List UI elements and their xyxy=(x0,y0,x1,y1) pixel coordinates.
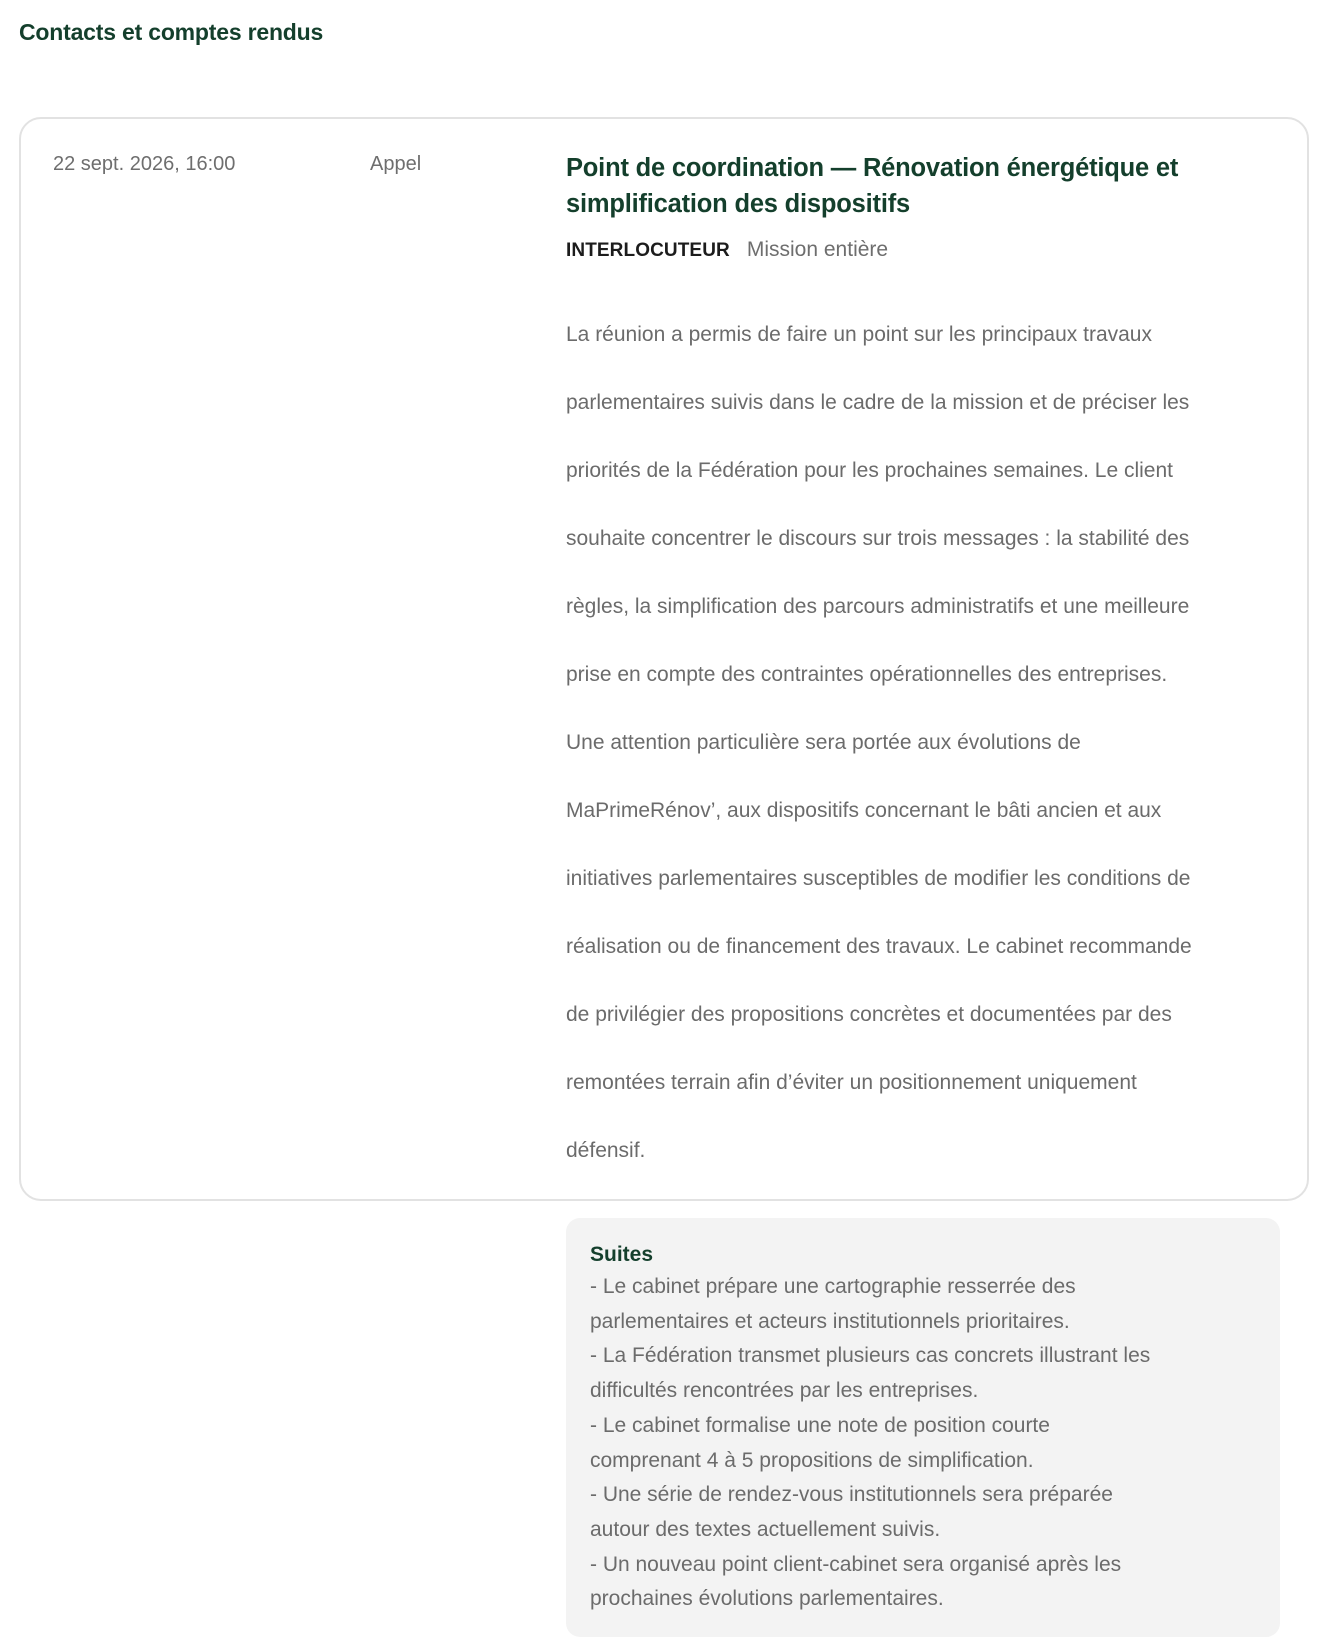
contact-report-card xyxy=(19,117,1309,1611)
followup-line: - Un nouveau point client-cabinet sera organisé après les xyxy=(590,1552,1122,1576)
summary-line: priorités de la Fédération pour les prochaines semaines. Le client xyxy=(566,459,1174,482)
summary-line: défensif. xyxy=(566,1139,646,1162)
followup-line: parlementaires et acteurs institutionnels prioritaires. xyxy=(590,1309,1070,1333)
followup-line: - Le cabinet prépare une cartographie resserrée des xyxy=(590,1275,1076,1298)
entry-summary xyxy=(566,284,1281,1202)
summary-line: de privilégier des propositions concrètes et documentées par des xyxy=(566,1003,1172,1026)
followup-line: autour des textes actuellement suivis. xyxy=(590,1517,941,1541)
interlocutor-row xyxy=(566,238,1281,268)
followup-line: difficultés rencontrées par les entreprises. xyxy=(590,1379,979,1403)
summary-line: initiatives parlementaires susceptibles de modifier les conditions de xyxy=(566,867,1191,890)
entry-type: Appel xyxy=(370,153,422,175)
summary-line: règles, la simplification des parcours administratifs et une meilleure xyxy=(566,595,1190,618)
summary-line: réalisation ou de financement des travaux. Le cabinet recommande xyxy=(566,935,1192,958)
summary-line: remontées terrain afin d’éviter un positionnement uniquement xyxy=(566,1071,1137,1094)
summary-line: prise en compte des contraintes opérationnelles des entreprises. xyxy=(566,663,1168,686)
followup-line: - La Fédération transmet plusieurs cas concrets illustrant les xyxy=(590,1344,1151,1368)
followups-title: Suites xyxy=(590,1243,654,1266)
summary-line: souhaite concentrer le discours sur trois messages : la stabilité des xyxy=(566,527,1190,550)
section-title: Contacts et comptes rendus xyxy=(19,19,324,45)
summary-line: Une attention particulière sera portée aux évolutions de xyxy=(566,731,1081,754)
followup-line: - Le cabinet formalise une note de position courte xyxy=(590,1413,1050,1437)
summary-line: parlementaires suivis dans le cadre de la mission et de préciser les xyxy=(566,391,1190,414)
entry-date: 22 sept. 2026, 16:00 xyxy=(53,153,236,175)
interlocutor-value: Mission entière xyxy=(746,238,889,261)
entry-title: Point de coordination — Rénovation énergétique et simplification des dispositifs xyxy=(566,154,1179,218)
followup-line: - Une série de rendez-vous institutionnels sera préparée xyxy=(590,1483,1113,1507)
summary-line: La réunion a permis de faire un point sur les principaux travaux xyxy=(566,323,1152,346)
followups-box xyxy=(566,1218,1280,1637)
entry-content xyxy=(566,150,1281,1637)
followup-line: prochaines évolutions parlementaires. xyxy=(590,1587,944,1611)
interlocutor-label: INTERLOCUTEUR xyxy=(566,240,730,261)
followups-list xyxy=(590,1270,1256,1617)
followup-line: comprenant 4 à 5 propositions de simplification. xyxy=(590,1448,1034,1472)
summary-line: MaPrimeRénov’, aux dispositifs concernant le bâti ancien et aux xyxy=(566,799,1162,822)
